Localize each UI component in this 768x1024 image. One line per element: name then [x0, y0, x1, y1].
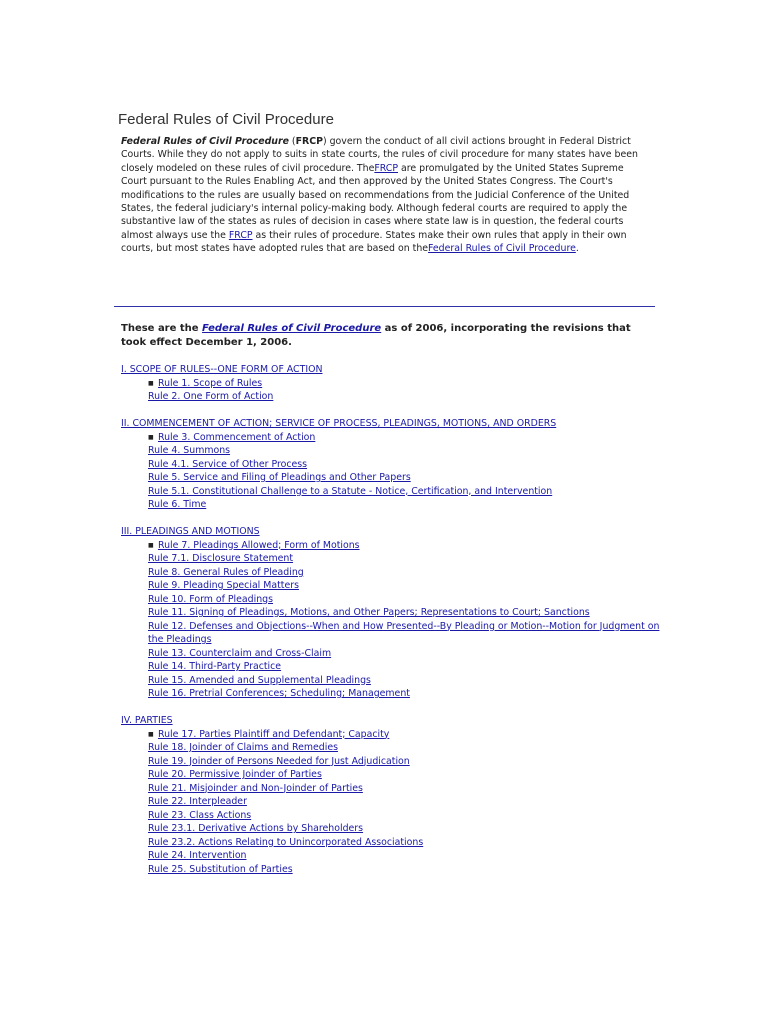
list-item	[148, 728, 661, 742]
list-item	[148, 485, 661, 499]
list-item	[148, 647, 661, 661]
intro-paragraph: Federal Rules of Civil Procedure (FRCP) govern the conduct of all civil actions brought in Federal District Courts. While they do not apply to suits in state courts, the rules of civil procedure for many states have been closely modeled on these rules of civil procedure. TheFRCP are promulgated by the United States Supreme Court pursuant to the Rules Enabling Act, and then approved by the United States Congress. The Court's modifications to the rules are usually based on recommendations from the Judicial Conference of the United States, the federal judiciary's internal policy-making body. Although federal courts are required to apply the substantive law of the states as rules of decision in cases where state law is in question, the federal courts almost always use the FRCP as their rules of procedure. States make their own rules that apply in their own courts, but most states have adopted rules that are based on theFederal Rules of Civil Procedure.	[121, 136, 638, 255]
page-title: Federal Rules of Civil Procedure	[118, 111, 334, 128]
list-item	[148, 836, 661, 850]
rule-link[interactable]: Rule 6. Time	[148, 499, 207, 510]
rule-link[interactable]: Rule 9. Pleading Special Matters	[148, 580, 299, 591]
list-item	[148, 552, 661, 566]
rule-link[interactable]: Rule 7. Pleadings Allowed; Form of Motions	[158, 539, 360, 551]
list-item	[148, 539, 661, 553]
rule-link[interactable]: Rule 5.1. Constitutional Challenge to a Statute - Notice, Certification, and Intervention	[148, 485, 553, 497]
rule-link[interactable]: Rule 15. Amended and Supplemental Pleadings	[148, 674, 371, 686]
list-item	[148, 674, 661, 688]
rule-link[interactable]: Rule 2. One Form of Action	[148, 391, 274, 402]
list-item	[148, 741, 661, 755]
section-heading-link[interactable]: I. SCOPE OF RULES--ONE FORM OF ACTION	[121, 364, 323, 375]
rule-list	[121, 539, 661, 701]
rule-link[interactable]: Rule 11. Signing of Pleadings, Motions, and Other Papers; Representations to Court; Sanctions	[148, 607, 590, 618]
rule-link[interactable]: Rule 12. Defenses and Objections--When and How Presented--By Pleading or Motion--Motion for Judgment on the Pleadings	[148, 620, 660, 645]
statement-frcp-link[interactable]: Federal Rules of Civil Procedure	[202, 323, 382, 334]
rule-link[interactable]: Rule 21. Misjoinder and Non-Joinder of Parties	[148, 782, 363, 794]
list-item	[148, 566, 661, 580]
intro-lead-term: Federal Rules of Civil Procedure	[121, 136, 289, 147]
list-item	[148, 660, 661, 674]
rule-link[interactable]: Rule 1. Scope of Rules	[158, 377, 263, 389]
list-item	[148, 431, 661, 445]
section-heading-link[interactable]: III. PLEADINGS AND MOTIONS	[121, 526, 260, 537]
list-item	[148, 579, 661, 593]
list-item	[148, 593, 661, 607]
rule-link[interactable]: Rule 23. Class Actions	[148, 809, 252, 821]
rule-list	[121, 728, 661, 877]
toc-section	[121, 363, 661, 404]
list-item	[148, 620, 661, 647]
intro-text-3: as their rules of procedure. States make their own rules that apply in their own courts, but most states have adopted rules that are based on the	[121, 229, 627, 255]
list-item	[148, 444, 661, 458]
rule-link[interactable]: Rule 13. Counterclaim and Cross-Claim	[148, 647, 332, 659]
rule-link[interactable]: Rule 19. Joinder of Persons Needed for Just Adjudication	[148, 755, 410, 767]
list-item	[148, 390, 661, 404]
rule-link[interactable]: Rule 23.1. Derivative Actions by Shareholders	[148, 823, 364, 834]
rule-link[interactable]: Rule 4. Summons	[148, 445, 231, 456]
rule-list	[121, 377, 661, 404]
rule-link[interactable]: Rule 14. Third-Party Practice	[148, 661, 282, 672]
section-heading-link[interactable]: II. COMMENCEMENT OF ACTION; SERVICE OF PROCESS, PLEADINGS, MOTIONS, AND ORDERS	[121, 418, 557, 429]
section-heading-link[interactable]: IV. PARTIES	[121, 715, 173, 726]
list-item	[148, 471, 661, 485]
intro-text-1: govern the conduct of all civil actions brought in Federal District Courts. While they do not apply to suits in state courts, the rules of civil procedure for many states have been closely modeled on these rules of civil procedure. The	[121, 136, 638, 174]
list-item	[148, 768, 661, 782]
list-item	[148, 498, 661, 512]
list-item	[148, 849, 661, 863]
list-item	[148, 687, 661, 701]
rule-link[interactable]: Rule 25. Substitution of Parties	[148, 863, 293, 875]
statement-suffix: as of 2006, incorporating the revisions that took effect December 1, 2006.	[121, 323, 631, 348]
horizontal-divider	[114, 306, 655, 307]
rule-link[interactable]: Rule 8. General Rules of Pleading	[148, 566, 304, 578]
rule-link[interactable]: Rule 18. Joinder of Claims and Remedies	[148, 742, 338, 753]
list-item	[148, 863, 661, 877]
rule-link[interactable]: Rule 24. Intervention	[148, 850, 247, 861]
list-item	[148, 795, 661, 809]
frcp-link-1[interactable]: FRCP	[374, 162, 398, 174]
list-item	[148, 755, 661, 769]
rule-link[interactable]: Rule 17. Parties Plaintiff and Defendant; Capacity	[158, 728, 390, 740]
toc-section	[121, 525, 661, 701]
list-item	[148, 377, 661, 391]
frcp-link-2[interactable]: FRCP	[228, 229, 253, 241]
rule-link[interactable]: Rule 7.1. Disclosure Statement	[148, 553, 294, 564]
rule-link[interactable]: Rule 22. Interpleader	[148, 796, 247, 807]
table-of-contents	[121, 363, 661, 890]
rule-link[interactable]: Rule 10. Form of Pleadings	[148, 593, 273, 605]
list-item	[148, 782, 661, 796]
rule-link[interactable]: Rule 3. Commencement of Action	[158, 431, 316, 443]
intro-abbr: FRCP	[295, 136, 323, 147]
toc-section	[121, 714, 661, 876]
intro-text-4: .	[575, 243, 579, 255]
frcp-full-link[interactable]: Federal Rules of Civil Procedure	[428, 243, 576, 255]
revision-statement	[121, 322, 646, 350]
list-item	[148, 606, 661, 620]
rule-link[interactable]: Rule 23.2. Actions Relating to Unincorporated Associations	[148, 836, 424, 848]
rule-link[interactable]: Rule 20. Permissive Joinder of Parties	[148, 769, 322, 780]
list-item	[148, 809, 661, 823]
rule-link[interactable]: Rule 16. Pretrial Conferences; Scheduling; Management	[148, 688, 410, 699]
intro-text-2: are promulgated by the United States Supreme Court pursuant to the Rules Enabling Act, and then approved by the United States Congress. The Court's modifications to the rules are usually based on recommendations from the Judicial Conference of the United States, the federal judiciary's internal policy-making body. Although federal courts are required to apply the substantive law of the states as rules of decision in cases where state law is in question, the federal courts almost always use the	[121, 162, 630, 241]
toc-section	[121, 417, 661, 512]
list-item	[148, 458, 661, 472]
list-item	[148, 822, 661, 836]
rule-link[interactable]: Rule 5. Service and Filing of Pleadings and Other Papers	[148, 472, 411, 483]
rule-link[interactable]: Rule 4.1. Service of Other Process	[148, 458, 308, 470]
statement-prefix: These are the	[121, 323, 203, 334]
rule-list	[121, 431, 661, 512]
